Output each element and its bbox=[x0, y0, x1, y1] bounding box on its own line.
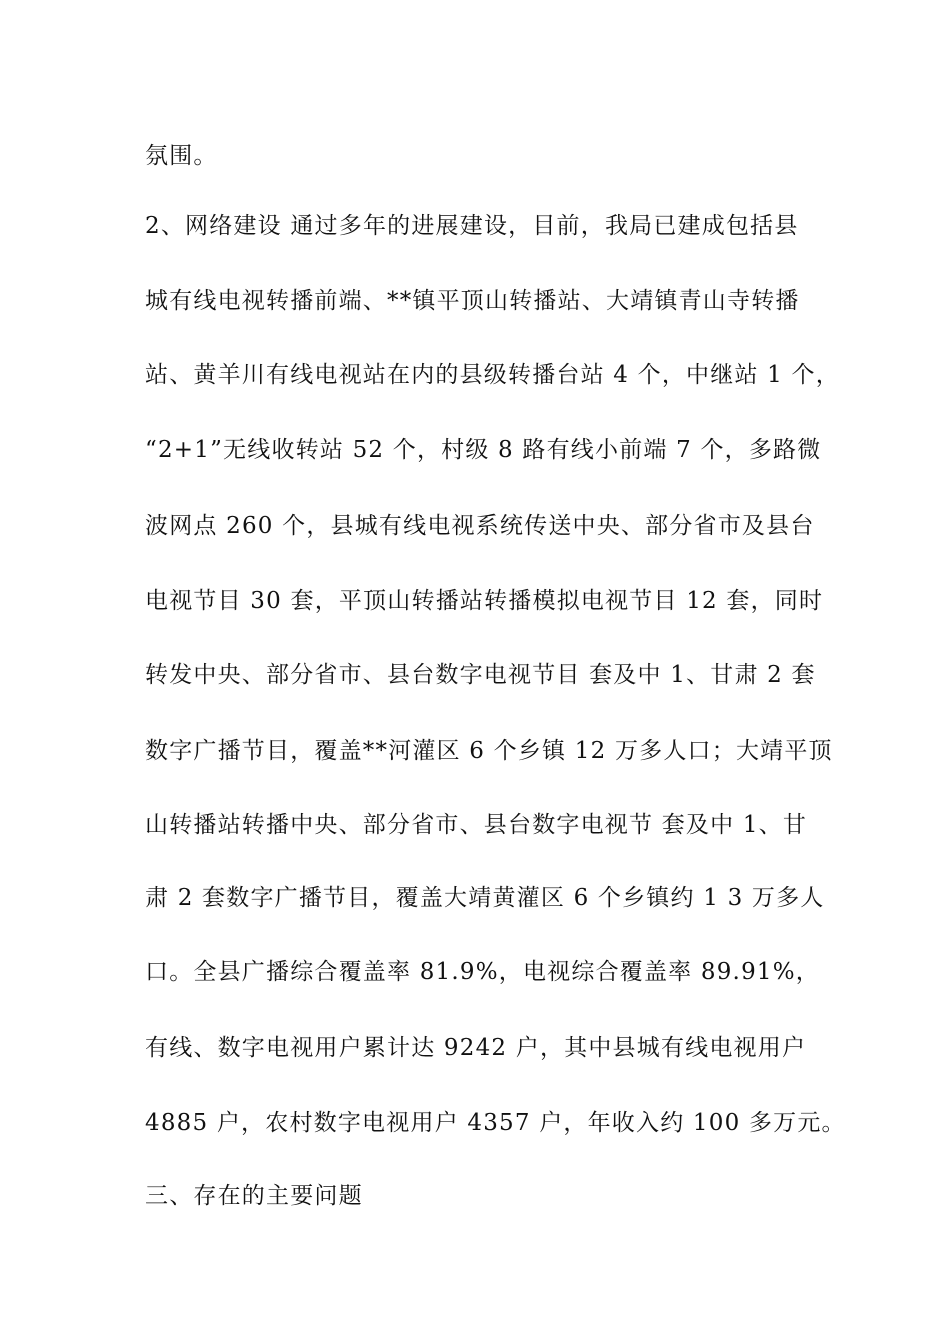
paragraph-line: 数字广播节目，覆盖**河灌区 6 个乡镇 12 万多人口；大靖平顶 bbox=[145, 738, 833, 764]
paragraph-line: 波网点 260 个，县城有线电视系统传送中央、部分省市及县台 bbox=[145, 513, 815, 539]
paragraph-line: “2+1”无线收转站 52 个，村级 8 路有线小前端 7 个，多路微 bbox=[145, 437, 822, 463]
section-heading: 三、存在的主要问题 bbox=[145, 1183, 363, 1209]
paragraph-line: 电视节目 30 套，平顶山转播站转播模拟电视节目 12 套，同时 bbox=[145, 588, 824, 614]
paragraph-line: 站、黄羊川有线电视站在内的县级转播台站 4 个，中继站 1 个， bbox=[145, 362, 840, 388]
paragraph-line: 2、网络建设 通过多年的进展建设，目前，我局已建成包括县 bbox=[145, 213, 799, 239]
paragraph-line: 转发中央、部分省市、县台数字电视节目 套及中 1、甘肃 2 套 bbox=[145, 662, 816, 688]
paragraph-line: 口。全县广播综合覆盖率 81.9%，电视综合覆盖率 89.91%， bbox=[145, 959, 820, 985]
paragraph-line: 山转播站转播中央、部分省市、县台数字电视节 套及中 1、甘 bbox=[145, 812, 808, 838]
paragraph-line: 氛围。 bbox=[145, 143, 218, 169]
paragraph-line: 有线、数字电视用户累计达 9242 户，其中县城有线电视用户 bbox=[145, 1035, 807, 1061]
paragraph-line: 4885 户，农村数字电视用户 4357 户，年收入约 100 多万元。 bbox=[145, 1110, 846, 1136]
paragraph-line: 肃 2 套数字广播节目，覆盖大靖黄灌区 6 个乡镇约 1 3 万多人 bbox=[145, 885, 825, 911]
paragraph-line: 城有线电视转播前端、**镇平顶山转播站、大靖镇青山寺转播 bbox=[145, 288, 800, 314]
